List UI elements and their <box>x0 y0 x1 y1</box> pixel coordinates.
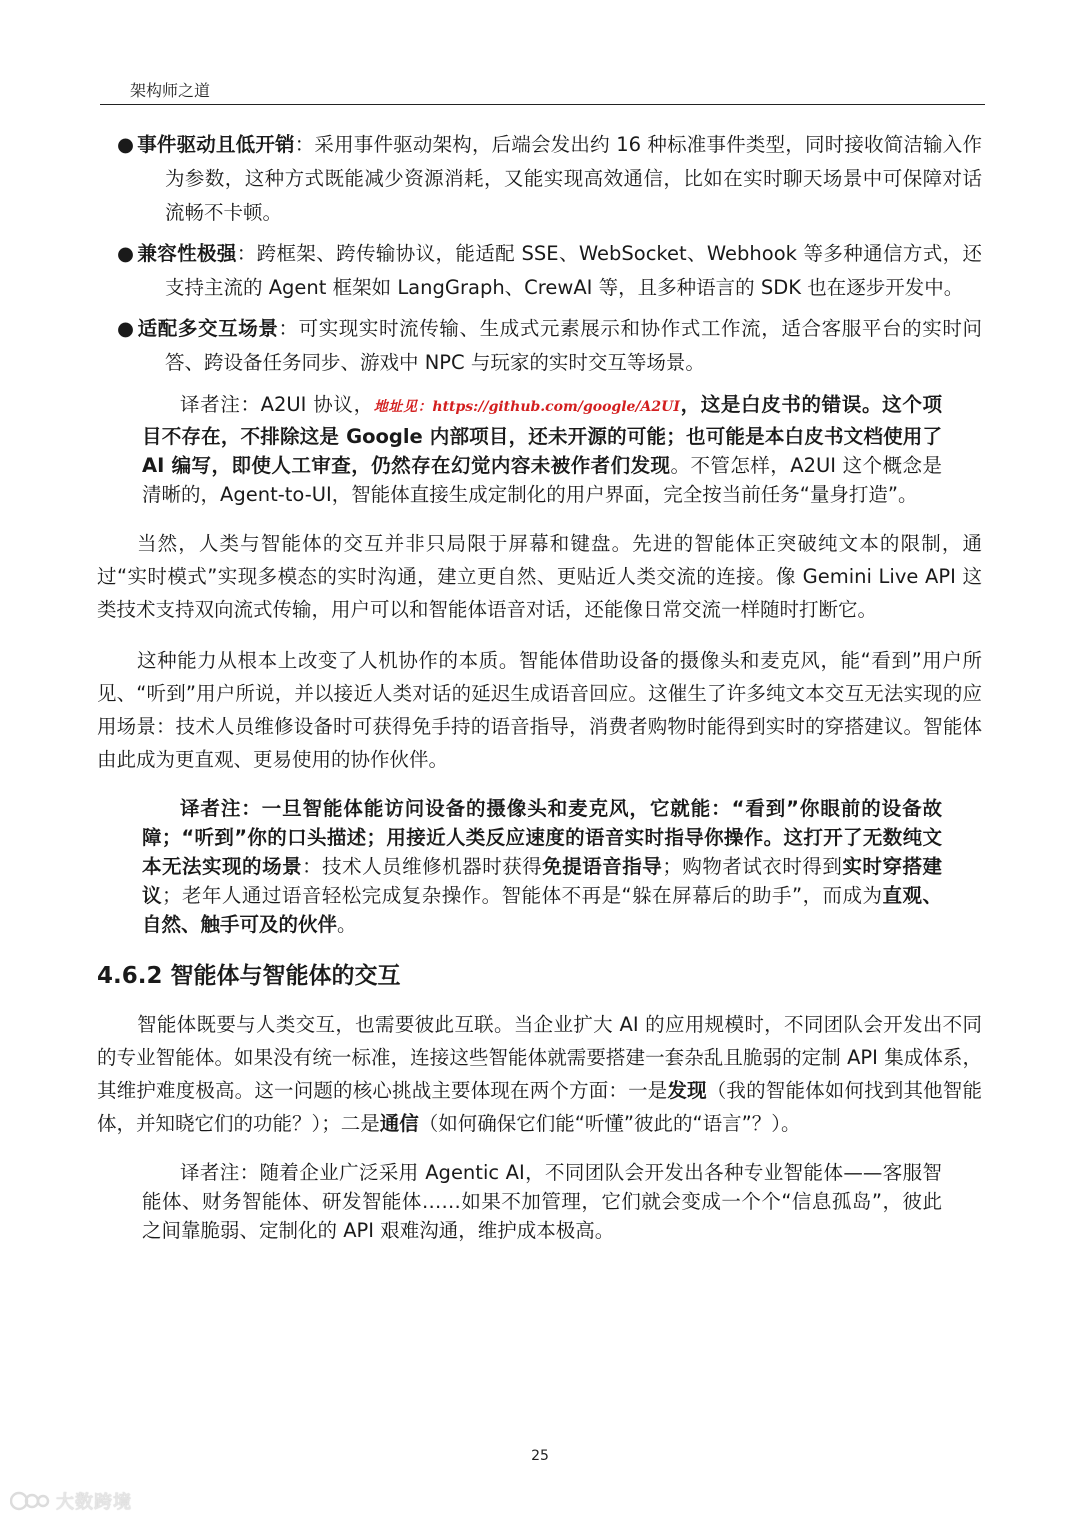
bullet-dot-icon: ● <box>117 317 135 340</box>
bullet-text: ：跨框架、跨传输协议，能适配 SSE、WebSocket、Webhook 等多种通信方式，还支持主流的 Agent 框架如 LangGraph、CrewAI 等，且多种语言的 SDK 也在逐步开发中。 <box>165 242 982 299</box>
note-emphasis: 免提语音指导 <box>542 855 663 878</box>
bullet-text: ：可实现实时流传输、生成式元素展示和协作式工作流，适合客服平台的实时问答、跨设备任务同步、游戏中 NPC 与玩家的实时交互等场景。 <box>165 317 982 374</box>
bullet-label: 事件驱动且低开销 <box>137 133 295 156</box>
para-text: 智能体既要与人类交互，也需要彼此互联。当企业扩大 AI 的应用规模时，不同团队会开发出不同的专业智能体。如果没有统一标准，连接这些智能体就需要搭建一套杂乱且脆弱的定制 API 集成体系，其维护难度极高。这一问题的核心挑战主要体现在两个方面：一是 <box>97 1013 982 1102</box>
translator-note: 译者注：随着企业广泛采用 Agentic AI，不同团队会开发出各种专业智能体——客服智能体、财务智能体、研发智能体……如果不加管理，它们就会变成一个个“信息孤岛”，彼此之间靠脆弱、定制化的 API 艰难沟通，维护成本极高。 <box>142 1161 942 1242</box>
note-text: ；购物者试衣时得到 <box>662 855 843 878</box>
note-lead: 译者注：A2UI 协议， <box>180 393 374 416</box>
note-bold: ，这是白皮书的错误。这个项目不存在，不排除这是 Google 内部项目，还未开源的可能；也可能是本白皮书文档使用了 AI 编写，即使人工审查，仍然存在幻觉内容未被作者们发现 <box>142 393 942 477</box>
bullet-text: ：采用事件驱动架构，后端会发出约 16 种标准事件类型，同时接收简洁输入作为参数，这种方式既能减少资源消耗，又能实现高效通信，比如在实时聊天场景中可保障对话流畅不卡顿。 <box>165 133 982 224</box>
translator-note <box>142 390 942 509</box>
para-text: （如何确保它们能“听懂”彼此的“语言”？）。 <box>418 1112 801 1135</box>
body-paragraph: 当然，人类与智能体的交互并非只局限于屏幕和键盘。先进的智能体正突破纯文本的限制，通过“实时模式”实现多模态的实时沟通，建立更自然、更贴近人类交流的连接。像 Gemini Live API 这类技术支持双向流式传输，用户可以和智能体语音对话，还能像日常交流一样随时打断它。 <box>97 532 982 621</box>
note-text: ；老年人通过语音轻松完成复杂操作。智能体不再是“躲在屏幕后的助手”，而成为 <box>161 884 883 907</box>
note-text: ：技术人员维修机器时获得 <box>302 855 543 878</box>
watermark-text: 大数跨境 <box>56 1492 132 1513</box>
page-number: 25 <box>531 1448 549 1464</box>
watermark <box>10 1488 132 1514</box>
note-rest: 。不管怎样，A2UI 这个概念是清晰的，Agent-to-UI，智能体直接生成定制化的用户界面，完全按当前任务“量身打造”。 <box>142 454 943 506</box>
note-text: 译者注：一旦智能体能访问设备的摄像头和麦克风，它就能：“看到”你眼前的设备故障；“听到”你的口头描述；用接近人类反应速度的语音实时指导你操作。这打开了无数 <box>142 797 942 849</box>
note-text: 。 <box>337 913 357 936</box>
body-paragraph: 这种能力从根本上改变了人机协作的本质。智能体借助设备的摄像头和麦克风，能“看到”用户所见、“听到”用户所说，并以接近人类对话的延迟生成语音回应。这催生了许多纯文本交互无法实现的应用场景：技术人员维修设备时可获得免手持的语音指导，消费者购物时能得到实时的穿搭建议。智能体由此成为更直观、更易使用的协作伙伴。 <box>97 649 982 771</box>
bullet-item <box>97 237 982 305</box>
para-emphasis: 发现 <box>667 1079 707 1102</box>
bullet-label: 兼容性极强 <box>137 242 237 265</box>
page-header <box>100 78 985 105</box>
body-paragraph <box>97 1008 982 1140</box>
header-title: 架构师之道 <box>130 81 211 100</box>
note-emphasis: 实时穿搭建议 <box>142 855 942 907</box>
bullet-item <box>97 312 982 380</box>
para-text: （我的智能体如何找到其他智能体，并知晓它们的功能？）；二是 <box>97 1079 982 1135</box>
note-emphasis: 直观、自然、触手可及的伙伴 <box>142 884 942 936</box>
note-emphasis: 纯文本无法实现的场景 <box>142 826 942 878</box>
translator-note <box>142 794 942 939</box>
bullet-dot-icon: ● <box>117 133 135 156</box>
para-emphasis: 通信 <box>379 1112 419 1135</box>
bullet-item <box>97 128 982 230</box>
bullet-label: 适配多交互场景 <box>137 317 279 340</box>
bullet-dot-icon: ● <box>117 242 135 265</box>
github-link[interactable]: 地址见：https://github.com/google/A2UI <box>373 399 680 415</box>
page-content <box>97 128 982 1263</box>
section-heading: 4.6.2 智能体与智能体的交互 <box>97 963 401 989</box>
watermark-logo-icon <box>10 1490 50 1512</box>
